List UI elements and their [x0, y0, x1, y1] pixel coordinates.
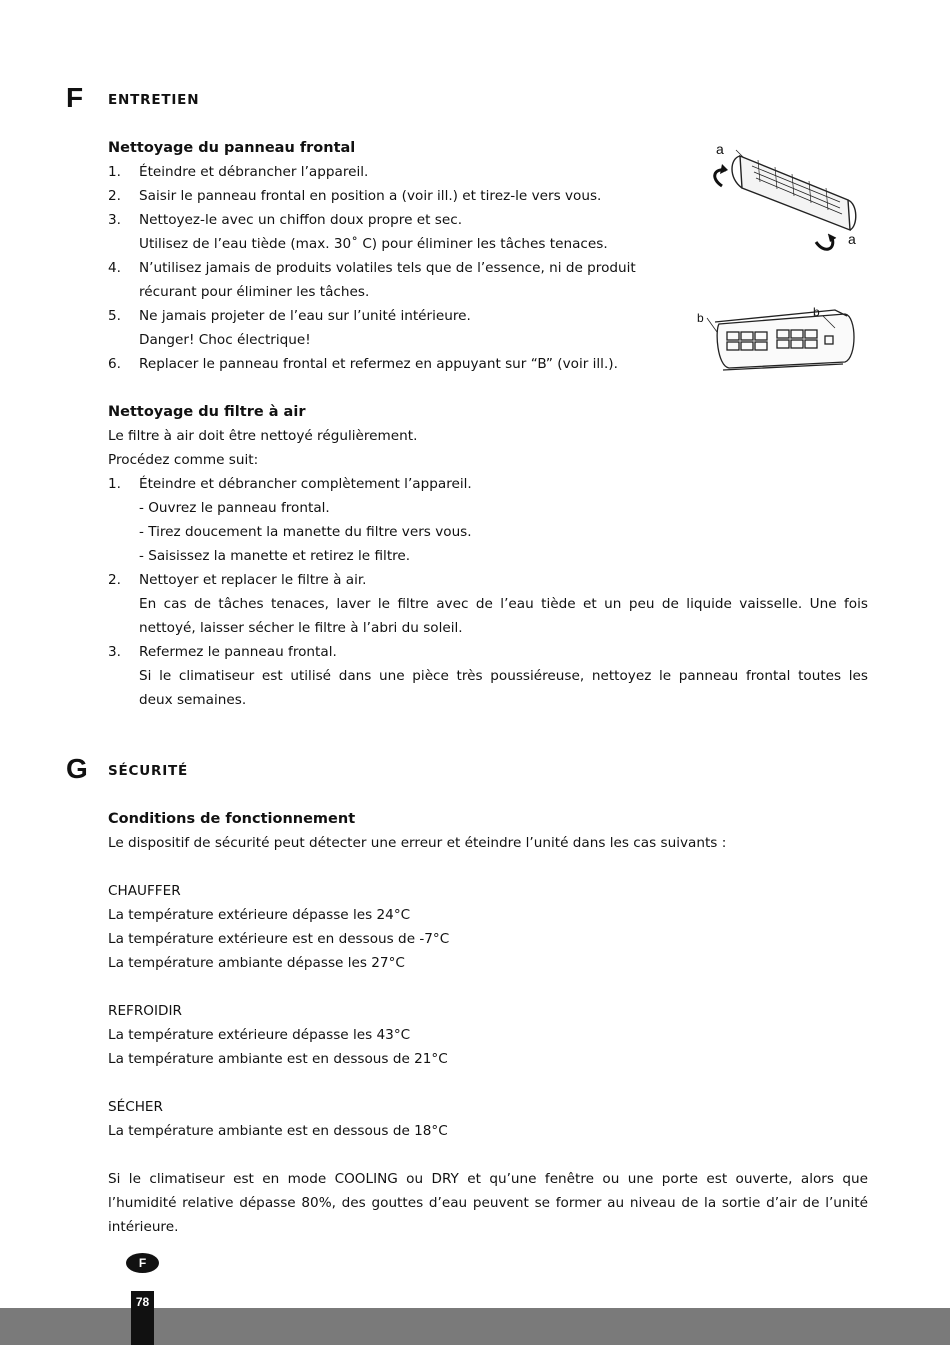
sub-step: - Ouvrez le panneau frontal. [139, 500, 330, 516]
step-number: 3. [108, 644, 121, 660]
step-text: Nettoyer et replacer le filtre à air. [139, 572, 367, 588]
section-title-securite: SÉCURITÉ [108, 763, 189, 779]
section-letter-g: G [66, 753, 88, 784]
condition-line: La température extérieure est en dessous de -7°C [108, 931, 450, 947]
step-text: Éteindre et débrancher l’appareil. [139, 164, 369, 180]
condition-line: La température extérieure dépasse les 24°C [108, 907, 411, 923]
step-text: Refermez le panneau frontal. [139, 644, 337, 660]
step-detail: nettoyé, laisser sécher le filtre à l’abri du soleil. [139, 620, 463, 636]
humidity-note: l’humidité relative dépasse 80%, des gouttes d’eau peuvent se former au niveau de la sortie d’air de l’unité [108, 1195, 868, 1211]
step-number: 5. [108, 308, 121, 324]
step-number: 2. [108, 188, 121, 204]
step-text: Danger! Choc électrique! [139, 332, 311, 348]
humidity-note: intérieure. [108, 1219, 179, 1235]
step-number: 1. [108, 164, 121, 180]
air-filter-intro: Le filtre à air doit être nettoyé régulièrement. [108, 428, 418, 444]
conditions-heading: Conditions de fonctionnement [108, 811, 356, 827]
step-number: 4. [108, 260, 121, 276]
air-filter-intro: Procédez comme suit: [108, 452, 259, 468]
condition-line: La température ambiante est en dessous de 18°C [108, 1123, 448, 1139]
indoor-unit-illustration-a [700, 138, 870, 258]
step-text: Ne jamais projeter de l’eau sur l’unité intérieure. [139, 308, 471, 324]
label-a-top: a [716, 141, 724, 157]
step-detail: Si le climatiseur est utilisé dans une pièce très poussiéreuse, nettoyez le panneau frontal toutes les [139, 668, 868, 684]
label-b-right: b [813, 305, 820, 319]
step-text: Replacer le panneau frontal et refermez en appuyant sur “B” (voir ill.). [139, 356, 618, 372]
front-panel-heading: Nettoyage du panneau frontal [108, 140, 356, 156]
condition-line: La température extérieure dépasse les 43°C [108, 1027, 411, 1043]
step-text: Éteindre et débrancher complètement l’appareil. [139, 476, 472, 492]
step-text: Saisir le panneau frontal en position a (voir ill.) et tirez-le vers vous. [139, 188, 602, 204]
section-letter-f: F [66, 82, 84, 113]
label-a-bottom: a [848, 231, 856, 247]
mode-label-cool: REFROIDIR [108, 1003, 182, 1019]
step-number: 6. [108, 356, 121, 372]
indoor-unit-illustration-b [695, 302, 865, 374]
step-text: N’utilisez jamais de produits volatiles tels que de l’essence, ni de produit [139, 260, 636, 276]
label-b-left: b [697, 311, 704, 325]
page-number: 78 [131, 1291, 154, 1345]
step-detail: En cas de tâches tenaces, laver le filtre avec de l’eau tiède et un peu de liquide vaisselle. Une fois [139, 596, 868, 612]
step-text: Nettoyez-le avec un chiffon doux propre et sec. [139, 212, 463, 228]
mode-label-heat: CHAUFFER [108, 883, 181, 899]
sub-step: - Saisissez la manette et retirez le filtre. [139, 548, 411, 564]
section-title-entretien: ENTRETIEN [108, 92, 200, 108]
condition-line: La température ambiante dépasse les 27°C [108, 955, 405, 971]
step-number: 3. [108, 212, 121, 228]
sub-step: - Tirez doucement la manette du filtre vers vous. [139, 524, 472, 540]
condition-line: La température ambiante est en dessous de 21°C [108, 1051, 448, 1067]
air-filter-heading: Nettoyage du filtre à air [108, 404, 306, 420]
step-text: Utilisez de l’eau tiède (max. 30˚ C) pour éliminer les tâches tenaces. [139, 236, 608, 252]
conditions-intro: Le dispositif de sécurité peut détecter une erreur et éteindre l’unité dans les cas suivants : [108, 835, 727, 851]
step-number: 2. [108, 572, 121, 588]
step-number: 1. [108, 476, 121, 492]
humidity-note: Si le climatiseur est en mode COOLING ou DRY et qu’une fenêtre ou une porte est ouverte, alors que [108, 1171, 868, 1187]
mode-label-dry: SÉCHER [108, 1099, 163, 1115]
step-detail: deux semaines. [139, 692, 247, 708]
language-badge: F [126, 1253, 159, 1273]
step-text: récurant pour éliminer les tâches. [139, 284, 370, 300]
